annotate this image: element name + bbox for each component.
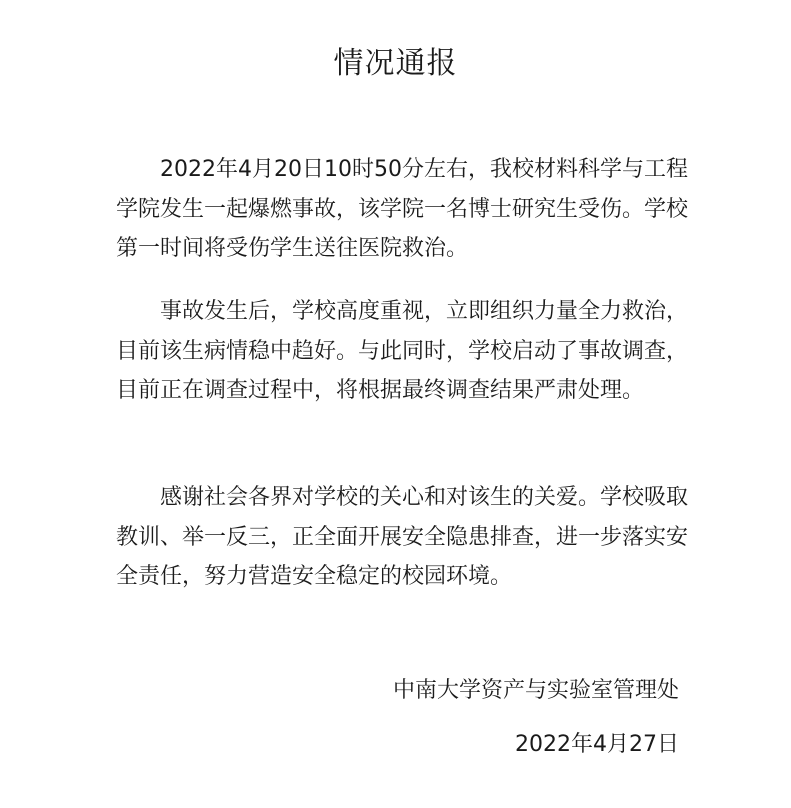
- paragraph-block-1: [116, 150, 696, 269]
- paragraph-response: 事故发生后，学校高度重视，立即组织力量全力救治，目前该生病情稳中趋好。与此同时，学校启动了事故调查，目前正在调查过程中，将根据最终调查结果严肃处理。: [116, 299, 689, 403]
- paragraph-acknowledgement: 感谢社会各界对学校的关心和对该生的关爱。学校吸取教训、举一反三，正全面开展安全隐患排查，进一步落实安全责任，努力营造安全稳定的校园环境。: [116, 485, 689, 589]
- notice-title: 情况通报: [333, 46, 458, 81]
- paragraph-block-2: [116, 292, 696, 411]
- paragraph-block-3: [116, 478, 696, 597]
- issue-date: 2022年4月27日: [515, 732, 679, 757]
- signer-organization: 中南大学资产与实验室管理处: [392, 678, 679, 703]
- paragraph-incident: 2022年4月20日10时50分左右，我校材料科学与工程学院发生一起爆燃事故，该学院一名博士研究生受伤。学校第一时间将受伤学生送往医院救治。: [116, 157, 689, 261]
